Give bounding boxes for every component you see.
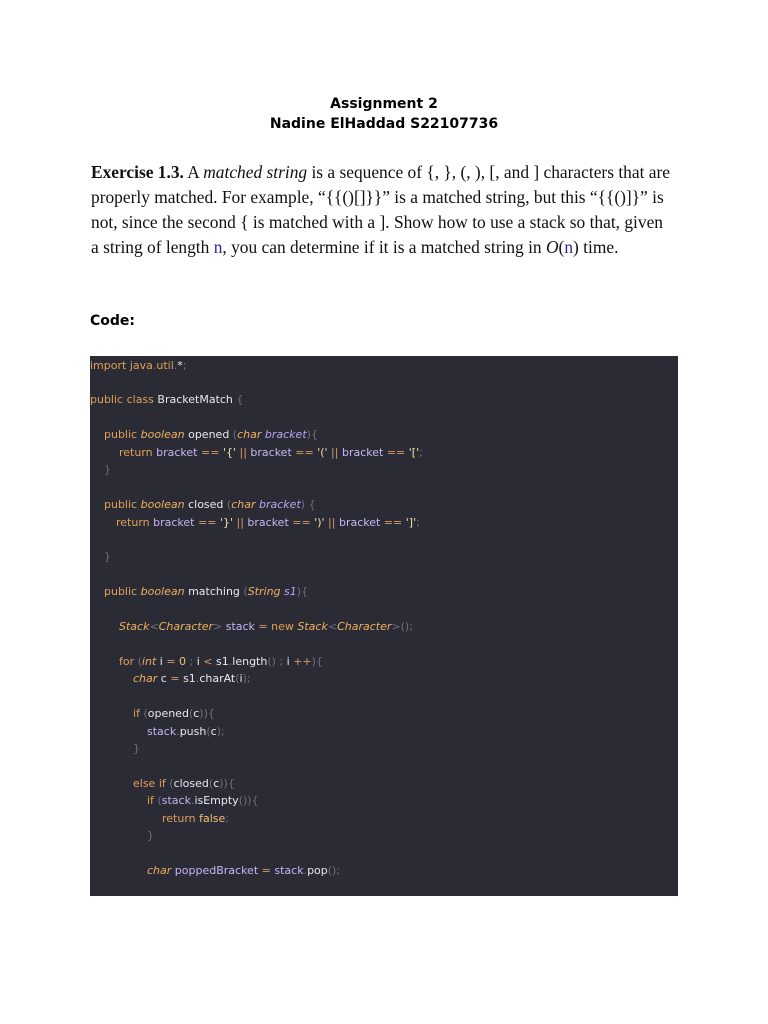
code-line-return-false: return false; (162, 812, 230, 825)
assignment-title: Assignment 2 (330, 96, 438, 112)
exercise-text (91, 160, 671, 260)
code-line-stack-push: stack.push(c); (147, 725, 225, 738)
code-line-closed-signature: public boolean closed (char bracket) { (104, 498, 316, 511)
code-line-opened-end: } (104, 463, 111, 476)
exercise-text-part-3: , you can determine if it is a matched string in (222, 237, 546, 257)
big-o-paren-close: ) (573, 237, 579, 257)
code-line-opened-signature: public boolean opened (char bracket){ (104, 428, 318, 441)
code-line-popped-bracket: char poppedBracket = stack.pop(); (147, 864, 341, 877)
code-line-matching-signature: public boolean matching (String s1){ (104, 585, 309, 598)
code-line-opened-return: return bracket == '{' || bracket == '(' || bracket == '['; (119, 446, 423, 459)
variable-n: n (564, 237, 574, 257)
code-screenshot (90, 356, 678, 896)
code-line-import: import java.util.*; (90, 359, 187, 372)
code-line-closed-return: return bracket == '}' || bracket == ')' || bracket == ']'; (116, 516, 420, 529)
code-line-if-opened: if (opened(c)){ (133, 707, 215, 720)
author-line: Nadine ElHaddad S22107736 (269, 116, 499, 132)
code-line-closed-end: } (104, 550, 111, 563)
code-line-char-c: char c = s1.charAt(i); (133, 672, 251, 685)
code-line-for-loop: for (int i = 0 ; i < s1.length() ; i ++){ (119, 655, 323, 668)
code-heading: Code: (90, 313, 136, 329)
code-line-else-if-closed: else if (closed(c)){ (133, 777, 235, 790)
exercise-label: Exercise 1.3. (91, 162, 184, 182)
code-line-if-opened-end: } (133, 742, 140, 755)
big-o-symbol: O (545, 237, 559, 257)
code-line-class: public class BracketMatch { (90, 393, 244, 406)
document-header (0, 94, 768, 134)
code-line-stack-declaration: Stack<Character> stack = new Stack<Character>(); (119, 620, 413, 633)
exercise-text-part-1: A (183, 162, 204, 182)
variable-n: n (213, 237, 223, 257)
code-line-if-empty: if (stack.isEmpty()){ (147, 794, 259, 807)
exercise-text-part-4: time. (578, 237, 619, 257)
exercise-text-part-2: is a sequence of {, }, (, ), [, and ] characters that are properly matched. For example, “{{()[]}}” is a matched string, but this “{{()]}” is not, since the second { is matched with a ]. Show how to use a stack so that, given a string of length (91, 162, 670, 257)
code-line-if-empty-end: } (147, 829, 154, 842)
matched-string-term: matched string (203, 162, 308, 182)
big-o-paren-open: ( (558, 237, 565, 257)
